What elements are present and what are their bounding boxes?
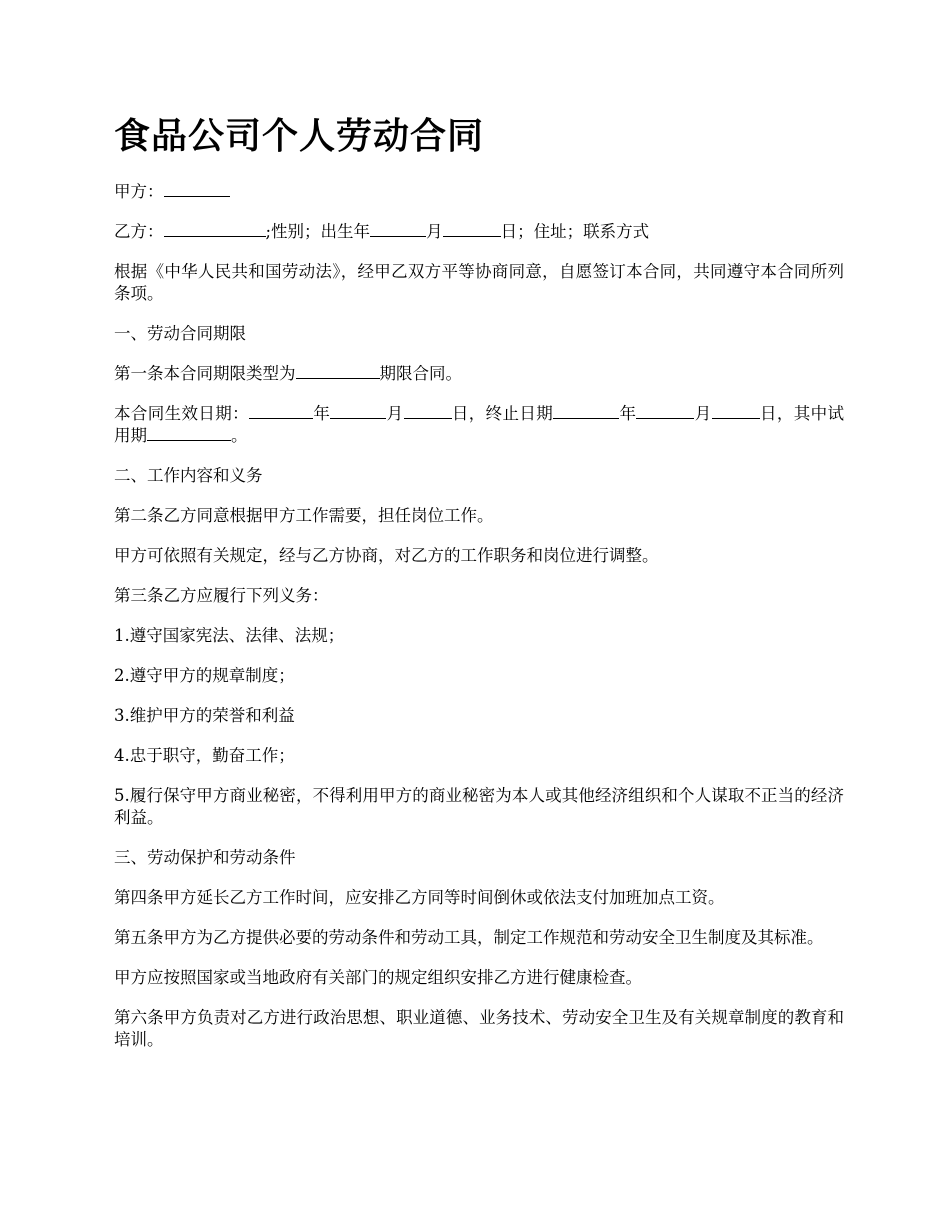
duty-item: 1.遵守国家宪法、法律、法规； <box>114 626 345 645</box>
article-2: 第二条乙方同意根据甲方工作需要，担任岗位工作。 <box>114 506 494 525</box>
birth-year-blank <box>370 221 426 237</box>
party-b-line <box>114 221 844 243</box>
duty-item: 3.维护甲方的荣誉和利益 <box>114 706 295 725</box>
party-b-gender-text: ;性别；出生年 <box>265 222 371 241</box>
section-heading-3: 三、劳动保护和劳动条件 <box>114 848 296 867</box>
party-a-line <box>114 181 844 203</box>
section-heading-1: 一、劳动合同期限 <box>114 324 246 343</box>
trial-period-blank <box>147 425 231 441</box>
end-month-blank <box>636 403 694 419</box>
birth-month-blank <box>443 221 501 237</box>
party-b-month-text: 月 <box>426 222 443 241</box>
start-year-blank <box>249 403 313 419</box>
duty-item: 2.遵守甲方的规章制度； <box>114 666 295 685</box>
article-4: 第四条甲方延长乙方工作时间，应安排乙方同等时间倒休或依法支付加班加点工资。 <box>114 888 725 907</box>
contract-dates <box>114 403 844 447</box>
section-heading-2: 二、工作内容和义务 <box>114 466 263 485</box>
end-year-blank <box>553 403 619 419</box>
trial-period-label: 日，其中试用期 <box>114 404 844 445</box>
health-check-paragraph: 甲方应按照国家或当地政府有关部门的规定组织安排乙方进行健康检查。 <box>114 968 642 987</box>
start-date-label: 本合同生效日期： <box>114 404 249 423</box>
party-a-label: 甲方： <box>114 182 164 201</box>
position-adjust-paragraph: 甲方可依照有关规定，经与乙方协商，对乙方的工作职务和岗位进行调整。 <box>114 546 659 565</box>
start-day-blank <box>404 403 452 419</box>
start-month-blank <box>330 403 386 419</box>
year-text: 年 <box>313 404 331 423</box>
month-text-2: 月 <box>694 404 712 423</box>
duty-item: 5.履行保守甲方商业秘密，不得利用甲方的商业秘密为本人或其他经济组织和个人谋取不正当的经济利益。 <box>114 786 844 827</box>
article-6: 第六条甲方负责对乙方进行政治思想、职业道德、业务技术、劳动安全卫生及有关规章制度的教育和培训。 <box>114 1008 844 1049</box>
duty-item: 4.忠于职守，勤奋工作； <box>114 746 295 765</box>
article-1 <box>114 363 844 385</box>
month-text: 月 <box>386 404 404 423</box>
article-1-prefix: 第一条本合同期限类型为 <box>114 364 296 383</box>
dates-end-punct: 。 <box>231 426 248 445</box>
party-b-label: 乙方： <box>114 222 164 241</box>
term-type-blank <box>296 363 380 379</box>
article-5: 第五条甲方为乙方提供必要的劳动条件和劳动工具，制定工作规范和劳动安全卫生制度及其标准。 <box>114 928 824 947</box>
article-3: 第三条乙方应履行下列义务： <box>114 586 329 605</box>
party-a-blank <box>164 181 230 197</box>
party-b-day-text: 日；住址；联系方式 <box>500 222 650 241</box>
end-date-label: 日，终止日期 <box>451 404 554 423</box>
year-text-2: 年 <box>619 404 637 423</box>
intro-paragraph: 根据《中华人民共和国劳动法》，经甲乙双方平等协商同意，自愿签订本合同，共同遵守本合同所列条项。 <box>114 262 844 303</box>
article-1-suffix: 期限合同。 <box>379 364 462 383</box>
document-title: 食品公司个人劳动合同 <box>114 115 485 157</box>
end-day-blank <box>712 403 760 419</box>
party-b-name-blank <box>164 221 266 237</box>
document-body <box>114 181 844 1069</box>
